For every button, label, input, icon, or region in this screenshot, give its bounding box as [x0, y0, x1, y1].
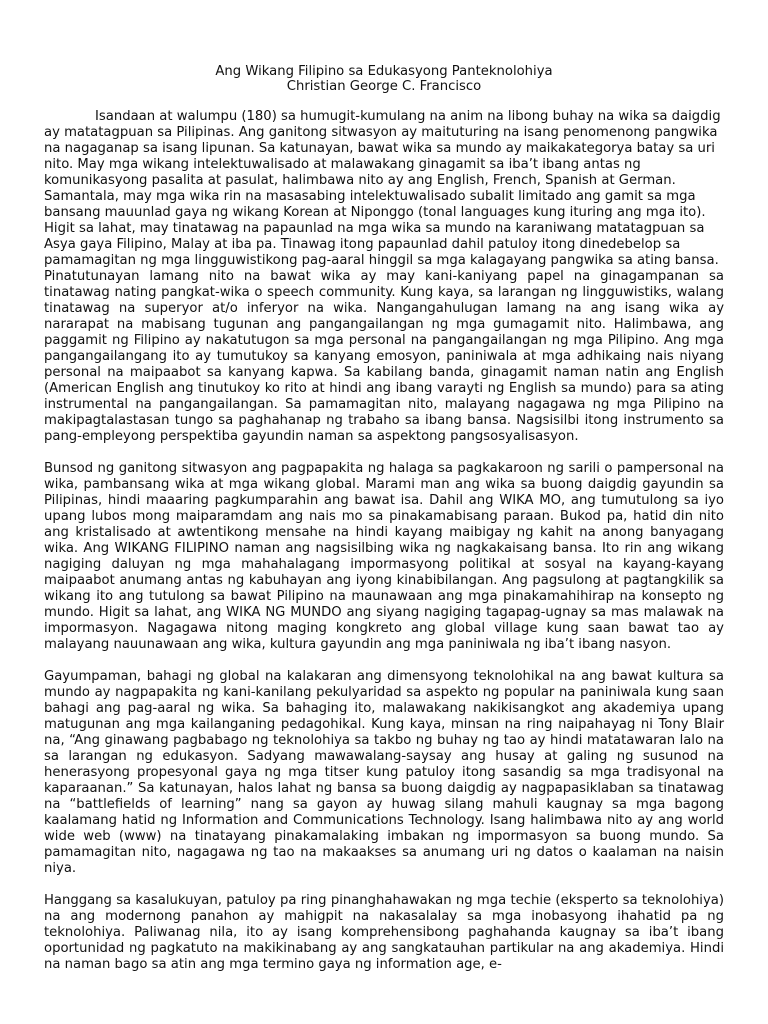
paragraph-1: Isandaan at walumpu (180) sa humugit-kumulang na anim na libong buhay na wika sa daigdig ay matatagpuan sa Pilipinas. Ang ganitong sitwasyon ay maituturing na isang penomenong pangwika na nagaganap sa isang lipunan. Sa katunayan, bawat wika sa mundo ay maikakategorya batay sa uri nito. May mga wikang intelektuwalisado at malawakang ginagamit sa iba’t ibang antas ng komunikasyong pasalita at pasulat, halimbawa nito ay ang English, French, Spanish at German. Samantala, may mga wika rin na masasabing intelektuwalisado subalit limitado ang gamit sa mga bansang mauunlad gaya ng wikang Korean at Niponggo (tonal languages kung ituring ang mga ito). Higit sa lahat, may tinatawag na papaunlad na mga wika sa mundo na karaniwang matatagpuan sa Asya gaya Filipino, Malay at iba pa. Tinawag itong papaunlad dahil patuloy itong dinedebelop sa pamamagitan ng mga lingguwistikong pag-aaral hinggil sa mga kalagayang pangwika sa ating bansa.	[44, 109, 721, 268]
paragraph-5: Hanggang sa kasalukuyan, patuloy pa ring pinanghahawakan ng mga techie (eksperto sa teknolohiya) na ang modernong panahon ay mahigpit na nakasalalay sa mga inobasyong ihahatid pa ng teknolohiya. Paliwanag nila, ito ay isang komprehensibong paghahanda kaugnay sa iba’t ibang oportunidad ng pagkatuto na makikinabang ay ang sangkatauhan partikular na ang akademiya. Hindi na naman bago sa atin ang mga termino gaya ng information age, e-	[44, 893, 724, 972]
document-author: Christian George C. Francisco	[286, 79, 482, 94]
paragraph-4: Gayumpaman, bahagi ng global na kalakaran ang dimensyong teknolohikal na ang bawat kultura sa mundo ay nagpapakita ng kani-kanilang pekulyaridad sa aspekto ng popular na paniniwala kung saan bahagi ang pag-aaral ng wika. Sa bahaging ito, malawakang nakikisangkot ang akademiya upang matugunan ang mga kailanganing pedagohikal. Kung kaya, minsan na ring naipahayag ni Tony Blair na, “Ang ginawang pagbabago ng teknolohiya sa takbo ng buhay ng tao ay hindi matatawaran lalo na sa larangan ng edukasyon. Sadyang mawawalang-saysay ang husay at galing ng susunod na henerasyong propesyonal gaya ng mga titser kung patuloy itong sasandig sa mga tradisyonal na kaparaanan.” Sa katunayan, halos lahat ng bansa sa buong daigdig ay nagpapasiklaban sa tinatawag na “battlefields of learning” nang sa gayon ay huwag silang mahuli kaugnay sa mga bagong kaalamang hatid ng Information and Communications Technology. Isang halimbawa nito ay ang world wide web (www) na tinatayang pinakamalaking imbakan ng impormasyon sa buong mundo. Sa pamamagitan nito, nagagawa ng tao na makaakses sa anumang uri ng datos o kaalaman na naisin niya.	[44, 669, 724, 876]
paragraph-3: Bunsod ng ganitong sitwasyon ang pagpapakita ng halaga sa pagkakaroon ng sarili o pampersonal na wika, pambansang wika at mga wikang global. Marami man ang wika sa buong daigdig gayundin sa Pilipinas, hindi maaaring pagkumparahin ang bawat isa. Dahil ang WIKA MO, ang tumutulong sa iyo upang lubos mong maiparamdam ang nais mo sa pinakamabisang paraan. Bukod pa, hatid din nito ang kristalisado at awtentikong mensahe na hindi kayang maibigay ng kahit na anong banyagang wika. Ang WIKANG FILIPINO naman ang nagsisilbing wika ng nagkakaisang bansa. Ito rin ang wikang nagiging daluyan ng mga mahahalagang impormasyong politikal at sosyal na kayang-kayang maipaabot anumang antas ng kabuhayan ang iyong kinabibilangan. Ang pagsulong at pagtangkilik sa wikang ito ang tutulong sa bawat Pilipino na maunawaan ang mga pinakamahihirap na konsepto ng mundo. Higit sa lahat, ang WIKA NG MUNDO ang siyang nagiging tagapag-ugnay sa mas malawak na impormasyon. Nagagawa nitong maging kongkreto ang global village kung saan bawat tao ay malayang nauunawaan ang wika, kultura gayundin ang mga paniniwala ng iba’t ibang nasyon.	[44, 461, 724, 652]
document-title: Ang Wikang Filipino sa Edukasyong Panteknolohiya	[215, 64, 553, 79]
paragraph-2: Pinatutunayan lamang nito na bawat wika ay may kani-kaniyang papel na ginagampanan sa tinatawag nating pangkat-wika o speech community. Kung kaya, sa larangan ng lingguwistiks, walang tinatawag na superyor at/o inferyor na wika. Nangangahulugan lamang na ang isang wika ay nararapat na mabisang tugunan ang pangangailangan ng mga gumagamit nito. Halimbawa, ang paggamit ng Filipino ay nakatutugon sa mga personal na pangangailangan ng mga Pilipino. Ang mga pangangailangang ito ay tumutukoy sa kanyang emosyon, paniniwala at mga adhikaing nais niyang personal na maipaabot sa kanyang kapwa. Sa kabilang banda, ginagamit naman natin ang English (American English ang tinutukoy ko rito at hindi ang ibang varayti ng English sa mundo) para sa ating instrumental na pangangailangan. Sa pamamagitan nito, malayang nagagawa ng mga Pilipino na makipagtalastasan tungo sa paghahanap ng trabaho sa ibang bansa. Nagsisilbi itong instrumento sa pang-empleyong perspektiba gayundin naman sa aspektong pangsosyalisasyon.	[44, 269, 724, 444]
paragraph-gap	[44, 653, 724, 669]
paragraph-gap	[44, 445, 724, 461]
paragraph-gap	[44, 877, 724, 893]
